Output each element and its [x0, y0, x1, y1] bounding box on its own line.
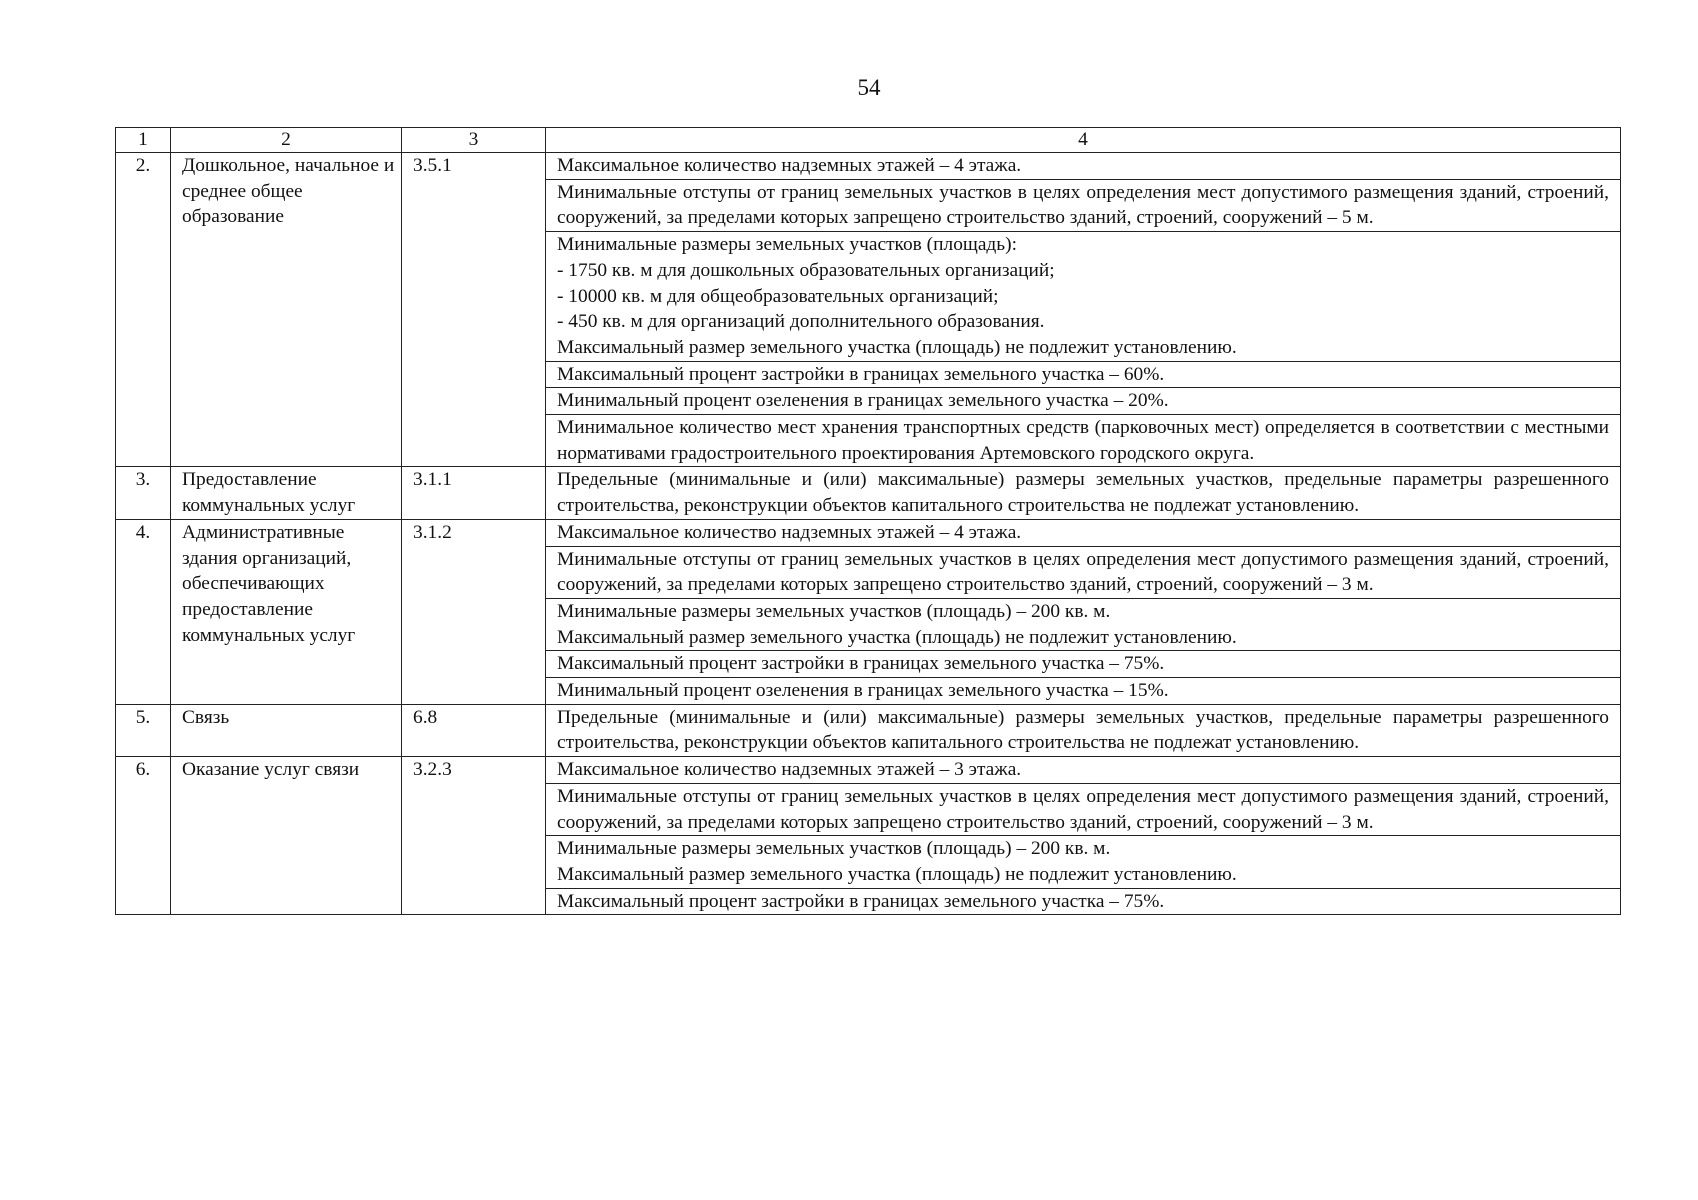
- parameter-cell: [546, 757, 1621, 784]
- parameter-text: Максимальный размер земельного участка (площадь) не подлежит установлению.: [557, 863, 1237, 885]
- parameter-text: Минимальный процент озеленения в границах земельного участка – 20%.: [557, 390, 1169, 412]
- parameter-cell: [546, 836, 1621, 888]
- use-type-name-cell: Оказание услуг связи: [171, 757, 402, 915]
- use-type-name-cell: Предоставление коммунальных услуг: [171, 467, 402, 519]
- column-header: 1: [116, 128, 171, 153]
- use-type-code-cell: 6.8: [402, 704, 546, 756]
- use-type-code-cell: 3.2.3: [402, 757, 546, 915]
- parameter-cell: [546, 415, 1621, 467]
- use-type-code-cell: 3.1.1: [402, 467, 546, 519]
- table-row: [116, 757, 1621, 784]
- parameter-text: Максимальный процент застройки в границах земельного участка – 75%.: [557, 890, 1165, 912]
- parameter-text: Максимальный процент застройки в границах земельного участка – 75%.: [557, 653, 1165, 675]
- parameter-text: Максимальное количество надземных этажей – 4 этажа.: [557, 155, 1022, 176]
- table-row: [116, 519, 1621, 546]
- parameter-text: Минимальные размеры земельных участков (площадь) – 200 кв. м.: [557, 838, 1111, 860]
- parameter-cell: [546, 783, 1621, 835]
- parameter-text: - 450 кв. м для организаций дополнительного образования.: [557, 311, 1045, 333]
- use-type-code-cell: 3.1.2: [402, 519, 546, 704]
- column-number-header-row: [116, 128, 1621, 153]
- parameter-text: Максимальное количество надземных этажей – 4 этажа.: [557, 521, 1022, 543]
- parameter-cell: [546, 388, 1621, 415]
- column-header: 4: [546, 128, 1621, 153]
- parameter-cell: [546, 651, 1621, 678]
- use-type-code-cell: 3.5.1: [402, 153, 546, 467]
- row-number-cell: 5.: [116, 704, 171, 756]
- parameter-text: - 1750 кв. м для дошкольных образовательных организаций;: [557, 259, 1055, 281]
- parameter-text: Предельные (минимальные и (или) максимальные) размеры земельных участков, предельные параметры разрешенного строительства, реконструкции объектов капитального строительства не подлежат установлению.: [557, 469, 1609, 517]
- row-number-cell: 6.: [116, 757, 171, 915]
- parameter-text: Минимальные отступы от границ земельных участков в целях определения мест допустимого размещения зданий, строений, сооружений, за пределами которых запрещено строительство зданий, строений, сооружений – 3 м.: [557, 785, 1609, 833]
- table-row: [116, 704, 1621, 756]
- use-type-name-cell: Административные здания организаций, обеспечивающих предоставление коммунальных услуг: [171, 519, 402, 704]
- page-number: 54: [857, 75, 881, 100]
- parameter-text: Минимальные отступы от границ земельных участков в целях определения мест допустимого размещения зданий, строений, сооружений, за пределами которых запрещено строительство зданий, строений, сооружений – 5 м.: [557, 181, 1609, 229]
- row-number-cell: 4.: [116, 519, 171, 704]
- parameter-cell: [546, 598, 1621, 650]
- parameter-text: Минимальный процент озеленения в границах земельного участка – 15%.: [557, 680, 1169, 702]
- parameter-text: Максимальный размер земельного участка (площадь) не подлежит установлению.: [557, 336, 1237, 358]
- parameter-cell: [546, 179, 1621, 231]
- row-number-cell: 3.: [116, 467, 171, 519]
- parameter-text: Минимальные размеры земельных участков (площадь):: [557, 234, 1017, 256]
- regulations-table: [115, 127, 1621, 915]
- parameter-cell: [546, 704, 1621, 756]
- parameter-cell: [546, 888, 1621, 915]
- parameter-cell: [546, 546, 1621, 598]
- parameter-cell: [546, 678, 1621, 705]
- column-header: 2: [171, 128, 402, 153]
- parameter-cell: [546, 519, 1621, 546]
- parameter-text: Минимальные отступы от границ земельных участков в целях определения мест допустимого размещения зданий, строений, сооружений, за пределами которых запрещено строительство зданий, строений, сооружений – 3 м.: [557, 548, 1609, 596]
- parameter-cell: [546, 467, 1621, 519]
- table-row: [116, 467, 1621, 519]
- parameter-text: Максимальный размер земельного участка (площадь) не подлежит установлению.: [557, 626, 1237, 648]
- parameter-cell: [546, 153, 1621, 180]
- row-number-cell: 2.: [116, 153, 171, 467]
- parameter-text: Максимальный процент застройки в границах земельного участка – 60%.: [557, 363, 1165, 385]
- parameter-text: Предельные (минимальные и (или) максимальные) размеры земельных участков, предельные параметры разрешенного строительства, реконструкции объектов капитального строительства не подлежат установлению.: [557, 706, 1609, 754]
- table-row: [116, 153, 1621, 180]
- parameter-cell: [546, 361, 1621, 388]
- parameter-text: - 10000 кв. м для общеобразовательных организаций;: [557, 285, 999, 307]
- parameter-text: Минимальные размеры земельных участков (площадь) – 200 кв. м.: [557, 600, 1111, 622]
- use-type-name-cell: Связь: [171, 704, 402, 756]
- parameter-cell: [546, 232, 1621, 362]
- column-header: 3: [402, 128, 546, 153]
- parameter-text: Минимальное количество мест хранения транспортных средств (парковочных мест) определяется в соответствии с местными нормативами градостроительного проектирования Артемовского городского округа.: [557, 417, 1609, 464]
- use-type-name-cell: Дошкольное, начальное и среднее общее образование: [171, 153, 402, 467]
- parameter-text: Максимальное количество надземных этажей – 3 этажа.: [557, 759, 1022, 781]
